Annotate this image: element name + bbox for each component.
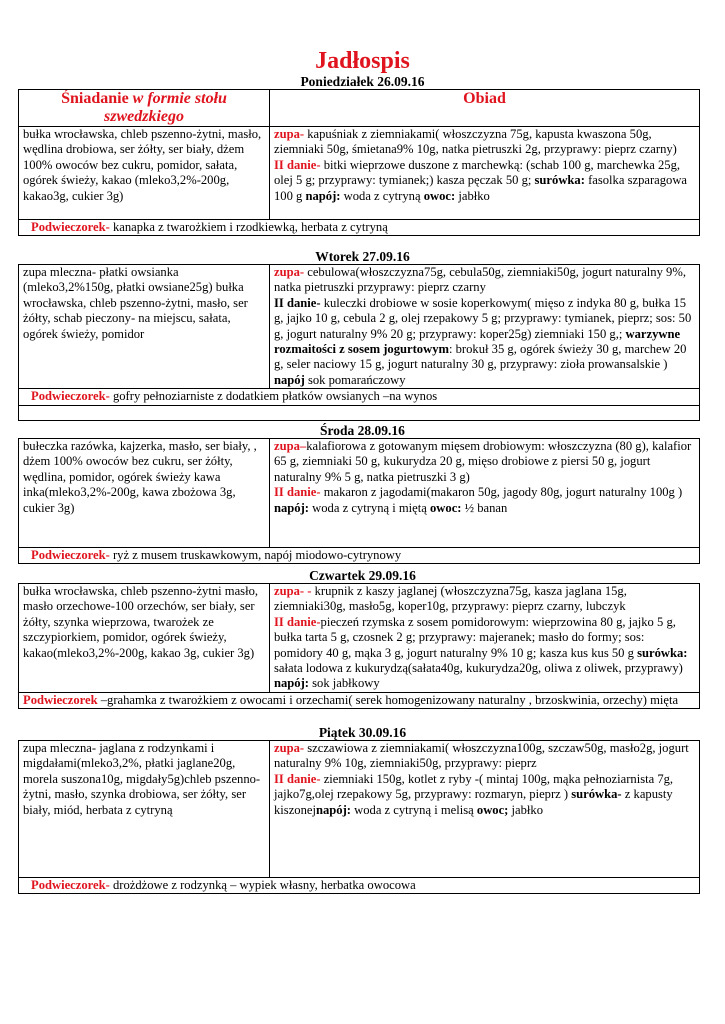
snack-row: [19, 548, 700, 564]
monday-table: [18, 89, 700, 236]
snack-cell: Podwieczorek- kanapka z twarożkiem i rzodkiewką, herbata z cytryną: [19, 220, 700, 236]
snack-row: [19, 692, 700, 708]
snack-cell: Podwieczorek- drożdżowe z rodzynką – wypiek własny, herbatka owocowa: [19, 878, 700, 894]
lunch-cell: zupa–kalafiorowa z gotowanym mięsem drobiowym: włoszczyzna (80 g), kalafior 65 g, ziemniaki 50 g, kukurydza 20 g, mięso drobiowe z piersi 50 g, jogurt naturalny 9% 5 g, natka pietruszki 3 g) II danie- makaron z jagodami(makaron 50g, jagody 80g, jogurt naturalny 100g ) napój: woda z cytryną i miętą owoc: ½ banan: [270, 439, 700, 548]
breakfast-cell: zupa mleczna- jaglana z rodzynkami i migdałami(mleko3,2%, płatki jaglane20g, morela suszona10g, migdały5g)chleb pszenno-żytni, masło, szynka drobiowa, ser żółty, ser biały, miód, herbata z cytryną: [19, 741, 270, 878]
lunch-cell: zupa- cebulowa(włoszczyzna75g, cebula50g, ziemniaki50g, jogurt naturalny 9%, natka pietruszki przyprawy: pieprz czarny II danie- kuleczki drobiowe w sosie koperkowym( mięso z indyka 80 g, bułka 15 g, jajko 10 g, cebula 2 g, olej rzepakowy 5 g; przyprawy: tymianek, pieprz; sos: 50 g, jogurt naturalny 9% 20 g; przyprawy: koper25g) ziemniaki 150 g,; warzywne rozmaitości z sosem jogurtowym: brokuł 35 g, ogórek świeży 30 g, marchew 20 g, seler naciowy 15 g, jogurt naturalny 30 g, przyprawy: zioła prowansalskie ) napój sok pomarańczowy: [270, 265, 700, 389]
tuesday-table: [18, 264, 700, 421]
empty-row: [19, 405, 700, 420]
menu-row: [19, 741, 700, 878]
lunch-cell: zupa- - krupnik z kaszy jaglanej (włoszczyzna75g, kasza jaglana 15g, ziemniaki30g, masło5g, koper10g, przyprawy: pieprz czarny, lubczyk II danie-pieczeń rzymska z sosem pomidorowym: wieprzowina 80 g, jajko 5 g, bułka tarta 5 g, czosnek 2 g; przyprawy: majeranek; masło do formy; sos: pomidory 40 g, mąka 3 g, jogurt naturalny 9% 10 g; kasza kus kus 50 g surówka: sałata lodowa z kukurydzą(sałata40g, kukurydza20g, oliwa z oliwek, przyprawy) napój: sok jabłkowy: [270, 584, 700, 693]
day-date-wednesday: Środa 28.09.16: [320, 423, 405, 438]
lunch-cell: zupa- szczawiowa z ziemniakami( włoszczyzna100g, szczaw50g, masło2g, jogurt naturalny 9% 10g, ziemniaki50g, przyprawy: pieprz II danie- ziemniaki 150g, kotlet z ryby -( mintaj 100g, mąka pełnoziarnista 7g, jajko7g,olej rzepakowy 5g, przyprawy: rozmaryn, pieprz ) surówka- z kapusty kiszonejnapój: woda z cytryną i melisą owoc; jabłko: [270, 741, 700, 878]
day-date-thursday: Czwartek 29.09.16: [309, 568, 416, 583]
lunch-cell: zupa- kapuśniak z ziemniakami( włoszczyzna 75g, kapusta kwaszona 50g, ziemniaki 50g, śmietana9% 10g, natka pietruszki 2g, przyprawy: pieprz czarny) II danie- bitki wieprzowe duszone z marchewką: (schab 100 g, marchewka 25g, olej 5 g; przyprawy: tymianek;) kasza pęczak 50 g; surówka: fasolka szparagowa 100 g napój: woda z cytryną owoc: jabłko: [270, 127, 700, 220]
breakfast-header: Śniadanie w formie stołu szwedzkiego: [19, 90, 270, 127]
snack-cell: Podwieczorek- gofry pełnoziarniste z dodatkiem płatków owsianych –na wynos: [19, 389, 700, 405]
snack-row: [19, 389, 700, 405]
menu-row: [19, 265, 700, 389]
thursday-table: [18, 583, 700, 709]
breakfast-cell: bułka wrocławska, chleb pszenno-żytni, masło, wędlina drobiowa, ser żółty, ser biały, dżem 100% owoców bez cukru, pomidor, sałata, ogórek świeży, kakao (mleko3,2%-200g, kakao3g, cukier 3g): [19, 127, 270, 220]
snack-row: [19, 220, 700, 236]
snack-cell: Podwieczorek –grahamka z twarożkiem z owocami i orzechami( serek homogenizowany naturalny , brzoskwinia, orzechy) mięta: [19, 692, 700, 708]
snack-cell: Podwieczorek- ryż z musem truskawkowym, napój miodowo-cytrynowy: [19, 548, 700, 564]
lunch-header: Obiad: [270, 90, 700, 127]
menu-row: [19, 439, 700, 548]
header-row: [19, 90, 700, 127]
breakfast-cell: bułka wrocławska, chleb pszenno-żytni masło, masło orzechowe-100 orzechów, ser biały, ser żółty, szynka wieprzowa, twarożek ze szczypiorkiem, pomidor, ogórek świeży, kakao(mleko3,2%-200g, kakao 3g, cukier 3g): [19, 584, 270, 693]
page-title: Jadłospis: [315, 48, 410, 74]
snack-row: [19, 878, 700, 894]
breakfast-cell: bułeczka razówka, kajzerka, masło, ser biały, , dżem 100% owoców bez cukru, ser żółty, wędlina, pomidor, ogórek świeży kawa inka(mleko3,2%-200g, kawa zbożowa 3g, cukier 3g): [19, 439, 270, 548]
day-date-monday: Poniedziałek 26.09.16: [300, 74, 425, 89]
empty-cell: [19, 405, 700, 420]
day-date-friday: Piątek 30.09.16: [318, 725, 407, 740]
menu-row: [19, 127, 700, 220]
menu-row: [19, 584, 700, 693]
breakfast-cell: zupa mleczna- płatki owsianka (mleko3,2%150g, płatki owsiane25g) bułka wrocławska, chleb pszenno-żytni, masło, ser żółty, schab pieczony- na miejscu, sałata, ogórek świeży, pomidor: [19, 265, 270, 389]
day-date-tuesday: Wtorek 27.09.16: [315, 249, 410, 264]
wednesday-table: [18, 438, 700, 564]
friday-table: [18, 740, 700, 894]
